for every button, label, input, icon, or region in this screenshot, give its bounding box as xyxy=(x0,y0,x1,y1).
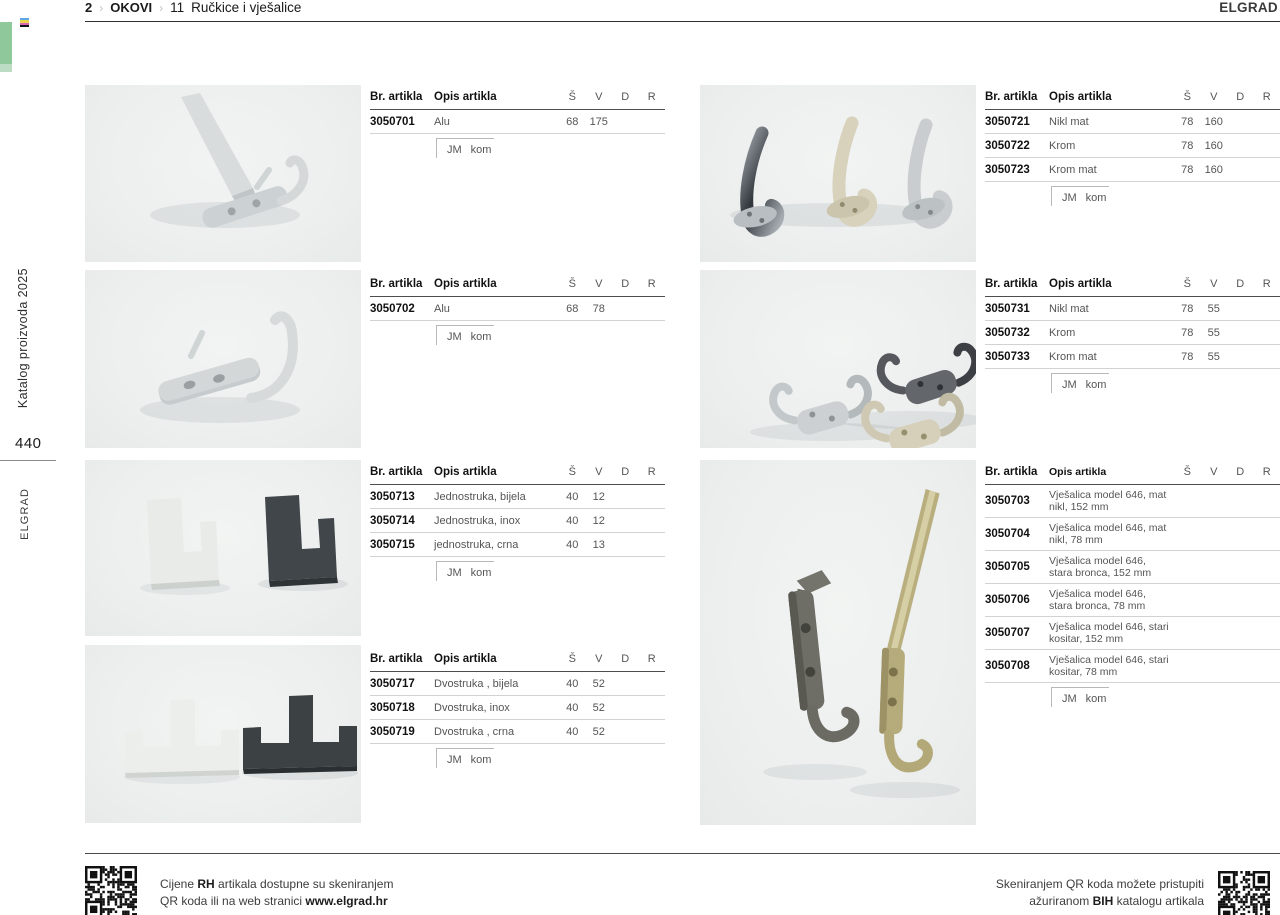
col-header-description: Opis artikla xyxy=(1049,278,1112,290)
dim-height: 12 xyxy=(592,514,605,527)
col-header-r: R xyxy=(1262,91,1271,103)
col-header-width: Š xyxy=(568,653,576,665)
unit-label: JM xyxy=(447,331,462,343)
section-color-tab-light xyxy=(0,64,12,72)
table-row xyxy=(370,696,665,720)
breadcrumb-section[interactable]: OKOVI xyxy=(110,0,153,15)
col-header-width: Š xyxy=(1183,278,1191,290)
dim-width: 78 xyxy=(1181,163,1194,176)
product-photo-hangers-model-646 xyxy=(700,460,976,825)
col-header-height: V xyxy=(595,91,603,103)
article-number: 3050721 xyxy=(985,115,1030,128)
breadcrumb xyxy=(85,0,301,16)
article-description: Vješalica model 646, stari kositar, 152 mm xyxy=(1049,621,1169,645)
article-number: 3050706 xyxy=(985,594,1030,606)
dim-width: 40 xyxy=(566,725,579,738)
unit-label: JM xyxy=(1062,192,1077,204)
product-photo-coat-hooks-trio xyxy=(700,85,976,262)
table-row xyxy=(370,720,665,744)
col-header-width: Š xyxy=(568,91,576,103)
unit-label: JM xyxy=(1062,693,1077,705)
product-table xyxy=(985,463,1280,707)
col-header-width: Š xyxy=(568,466,576,478)
dim-width: 40 xyxy=(566,538,579,551)
unit-label: JM xyxy=(447,144,462,156)
dim-width: 40 xyxy=(566,677,579,690)
dim-height: 52 xyxy=(592,677,605,690)
table-row xyxy=(370,672,665,696)
page-title: Ručkice i vješalice xyxy=(191,0,302,15)
product-table xyxy=(370,650,665,768)
article-description: Vješalica model 646, stara bronca, 152 mm xyxy=(1049,555,1152,579)
dim-height: 175 xyxy=(589,115,608,128)
article-number: 3050731 xyxy=(985,302,1030,315)
col-header-article-number: Br. artikla xyxy=(985,91,1038,103)
col-header-article-number: Br. artikla xyxy=(985,466,1038,478)
dim-height: 160 xyxy=(1204,139,1223,152)
article-description: Jednostruka, bijela xyxy=(434,490,526,503)
chevron-right-icon: › xyxy=(99,1,104,15)
col-header-height: V xyxy=(595,653,603,665)
unit-value: kom xyxy=(470,754,492,766)
article-number: 3050732 xyxy=(985,326,1030,339)
col-header-depth: D xyxy=(621,653,630,665)
table-row xyxy=(985,518,1280,551)
article-number: 3050707 xyxy=(985,627,1030,639)
table-row xyxy=(985,650,1280,683)
product-table xyxy=(985,88,1280,206)
col-header-r: R xyxy=(647,466,656,478)
table-row xyxy=(370,509,665,533)
col-header-depth: D xyxy=(1236,466,1245,478)
col-header-r: R xyxy=(647,278,656,290)
unit-value: kom xyxy=(470,331,492,343)
col-header-r: R xyxy=(1262,466,1271,478)
article-description: Dvostruka , crna xyxy=(434,725,515,738)
dim-height: 12 xyxy=(592,490,605,503)
table-row xyxy=(370,485,665,509)
article-description: Alu xyxy=(434,302,450,315)
table-row xyxy=(985,551,1280,584)
unit-value: kom xyxy=(470,567,492,579)
dim-height: 52 xyxy=(592,701,605,714)
article-number: 3050714 xyxy=(370,514,415,527)
product-photo-double-hooks-white-black xyxy=(85,645,361,823)
article-description: Krom mat xyxy=(1049,350,1097,363)
article-description: Nikl mat xyxy=(1049,115,1089,128)
col-header-r: R xyxy=(647,653,656,665)
table-row xyxy=(985,110,1280,134)
table-row xyxy=(985,345,1280,369)
dim-height: 55 xyxy=(1207,350,1220,363)
product-photo-alu-hook-short xyxy=(85,270,361,448)
table-row xyxy=(985,617,1280,650)
article-number: 3050703 xyxy=(985,495,1030,507)
col-header-depth: D xyxy=(621,278,630,290)
print-registration-mark-icon xyxy=(20,18,29,27)
product-table xyxy=(370,88,665,158)
chevron-right-icon: › xyxy=(159,1,164,15)
article-number: 3050708 xyxy=(985,660,1030,672)
article-description: Vješalica model 646, mat nikl, 152 mm xyxy=(1049,489,1167,513)
col-header-height: V xyxy=(595,278,603,290)
table-header-row xyxy=(985,88,1280,110)
col-header-width: Š xyxy=(568,278,576,290)
table-header-row xyxy=(370,88,665,110)
dim-width: 40 xyxy=(566,490,579,503)
unit-box xyxy=(1051,373,1109,393)
dim-width: 68 xyxy=(566,302,579,315)
article-description: Krom xyxy=(1049,326,1076,339)
article-number: 3050702 xyxy=(370,302,415,315)
col-header-article-number: Br. artikla xyxy=(370,653,423,665)
article-description: Krom xyxy=(1049,139,1076,152)
col-header-height: V xyxy=(1210,91,1218,103)
table-header-row xyxy=(370,275,665,297)
article-number: 3050701 xyxy=(370,115,415,128)
dim-height: 78 xyxy=(592,302,605,315)
table-row xyxy=(985,134,1280,158)
dim-height: 160 xyxy=(1204,115,1223,128)
unit-label: JM xyxy=(1062,379,1077,391)
col-header-description: Opis artikla xyxy=(434,91,497,103)
article-number: 3050704 xyxy=(985,528,1030,540)
dim-height: 13 xyxy=(592,538,605,551)
article-number: 3050723 xyxy=(985,163,1030,176)
website-link[interactable]: www.elgrad.hr xyxy=(305,894,388,908)
table-row xyxy=(985,485,1280,518)
col-header-article-number: Br. artikla xyxy=(370,466,423,478)
dim-width: 78 xyxy=(1181,302,1194,315)
dim-width: 78 xyxy=(1181,326,1194,339)
col-header-height: V xyxy=(1210,278,1218,290)
header-divider xyxy=(85,21,1280,22)
unit-value: kom xyxy=(1085,379,1107,391)
article-description: Vješalica model 646, stara bronca, 78 mm xyxy=(1049,588,1146,612)
unit-box xyxy=(436,138,494,158)
table-header-row xyxy=(985,463,1280,485)
unit-box xyxy=(1051,186,1109,206)
qr-code-bih-catalog[interactable] xyxy=(1218,871,1270,915)
table-row xyxy=(985,321,1280,345)
breadcrumb-page-number: 2 xyxy=(85,0,93,15)
col-header-depth: D xyxy=(1236,278,1245,290)
col-header-r: R xyxy=(647,91,656,103)
article-number: 3050719 xyxy=(370,725,415,738)
product-photo-double-coat-hooks-trio xyxy=(700,270,976,448)
article-description: Vješalica model 646, mat nikl, 78 mm xyxy=(1049,522,1167,546)
dim-width: 68 xyxy=(566,115,579,128)
article-number: 3050713 xyxy=(370,490,415,503)
article-description: jednostruka, crna xyxy=(434,538,519,551)
product-photo-alu-hook-tall xyxy=(85,85,361,262)
article-description: Vješalica model 646, stari kositar, 78 mm xyxy=(1049,654,1169,678)
unit-label: JM xyxy=(447,567,462,579)
article-number: 3050718 xyxy=(370,701,415,714)
table-row xyxy=(985,297,1280,321)
product-table xyxy=(370,463,665,581)
article-number: 3050705 xyxy=(985,561,1030,573)
table-row xyxy=(370,533,665,557)
col-header-article-number: Br. artikla xyxy=(985,278,1038,290)
unit-box xyxy=(436,325,494,345)
table-row xyxy=(985,158,1280,182)
product-photo-single-hooks-white-black xyxy=(85,460,361,636)
unit-box xyxy=(1051,687,1109,707)
article-number: 3050733 xyxy=(985,350,1030,363)
article-description: Krom mat xyxy=(1049,163,1097,176)
article-description: Nikl mat xyxy=(1049,302,1089,315)
footer-divider xyxy=(85,853,1280,854)
dim-width: 78 xyxy=(1181,115,1194,128)
col-header-height: V xyxy=(1210,466,1218,478)
table-row xyxy=(370,297,665,321)
unit-box xyxy=(436,561,494,581)
article-description: Dvostruka , bijela xyxy=(434,677,519,690)
col-header-article-number: Br. artikla xyxy=(370,278,423,290)
dim-height: 55 xyxy=(1207,302,1220,315)
dim-height: 160 xyxy=(1204,163,1223,176)
dim-height: 52 xyxy=(592,725,605,738)
col-header-width: Š xyxy=(1183,91,1191,103)
col-header-r: R xyxy=(1262,278,1271,290)
article-number: 3050715 xyxy=(370,538,415,551)
col-header-depth: D xyxy=(621,91,630,103)
col-header-description: Opis artikla xyxy=(1049,466,1107,478)
col-header-description: Opis artikla xyxy=(434,653,497,665)
sidebar-brand-label: ELGRAD xyxy=(19,488,31,540)
dim-width: 40 xyxy=(566,701,579,714)
col-header-width: Š xyxy=(1183,466,1191,478)
section-color-tab xyxy=(0,22,12,64)
brand-logo-text: ELGRAD xyxy=(1219,0,1278,15)
unit-value: kom xyxy=(1085,693,1107,705)
product-table xyxy=(370,275,665,345)
table-row xyxy=(985,584,1280,617)
table-header-row xyxy=(370,463,665,485)
col-header-description: Opis artikla xyxy=(434,278,497,290)
footer-note-left: Cijene RH artikala dostupne su skeniranjem QR koda ili na web stranici www.elgrad.hr xyxy=(160,877,394,908)
unit-value: kom xyxy=(470,144,492,156)
article-number: 3050722 xyxy=(985,139,1030,152)
article-number: 3050717 xyxy=(370,677,415,690)
col-header-depth: D xyxy=(621,466,630,478)
breadcrumb-subsection-number: 11 xyxy=(170,0,185,15)
col-header-description: Opis artikla xyxy=(1049,91,1112,103)
table-header-row xyxy=(985,275,1280,297)
article-description: Alu xyxy=(434,115,450,128)
dim-height: 55 xyxy=(1207,326,1220,339)
dim-width: 40 xyxy=(566,514,579,527)
qr-code-prices[interactable] xyxy=(85,866,137,915)
article-description: Jednostruka, inox xyxy=(434,514,521,527)
page-number-divider xyxy=(0,460,56,461)
product-table xyxy=(985,275,1280,393)
col-header-depth: D xyxy=(1236,91,1245,103)
unit-box xyxy=(436,748,494,768)
col-header-description: Opis artikla xyxy=(434,466,497,478)
sidebar-catalog-label: Katalog proizvoda 2025 xyxy=(16,268,30,409)
article-description: Dvostruka, inox xyxy=(434,701,510,714)
page-number: 440 xyxy=(15,435,42,452)
footer-note-right: Skeniranjem QR koda možete pristupiti ažuriranom BIH katalogu artikala xyxy=(995,877,1204,908)
table-header-row xyxy=(370,650,665,672)
dim-width: 78 xyxy=(1181,350,1194,363)
unit-label: JM xyxy=(447,754,462,766)
col-header-height: V xyxy=(595,466,603,478)
unit-value: kom xyxy=(1085,192,1107,204)
dim-width: 78 xyxy=(1181,139,1194,152)
table-row xyxy=(370,110,665,134)
col-header-article-number: Br. artikla xyxy=(370,91,423,103)
